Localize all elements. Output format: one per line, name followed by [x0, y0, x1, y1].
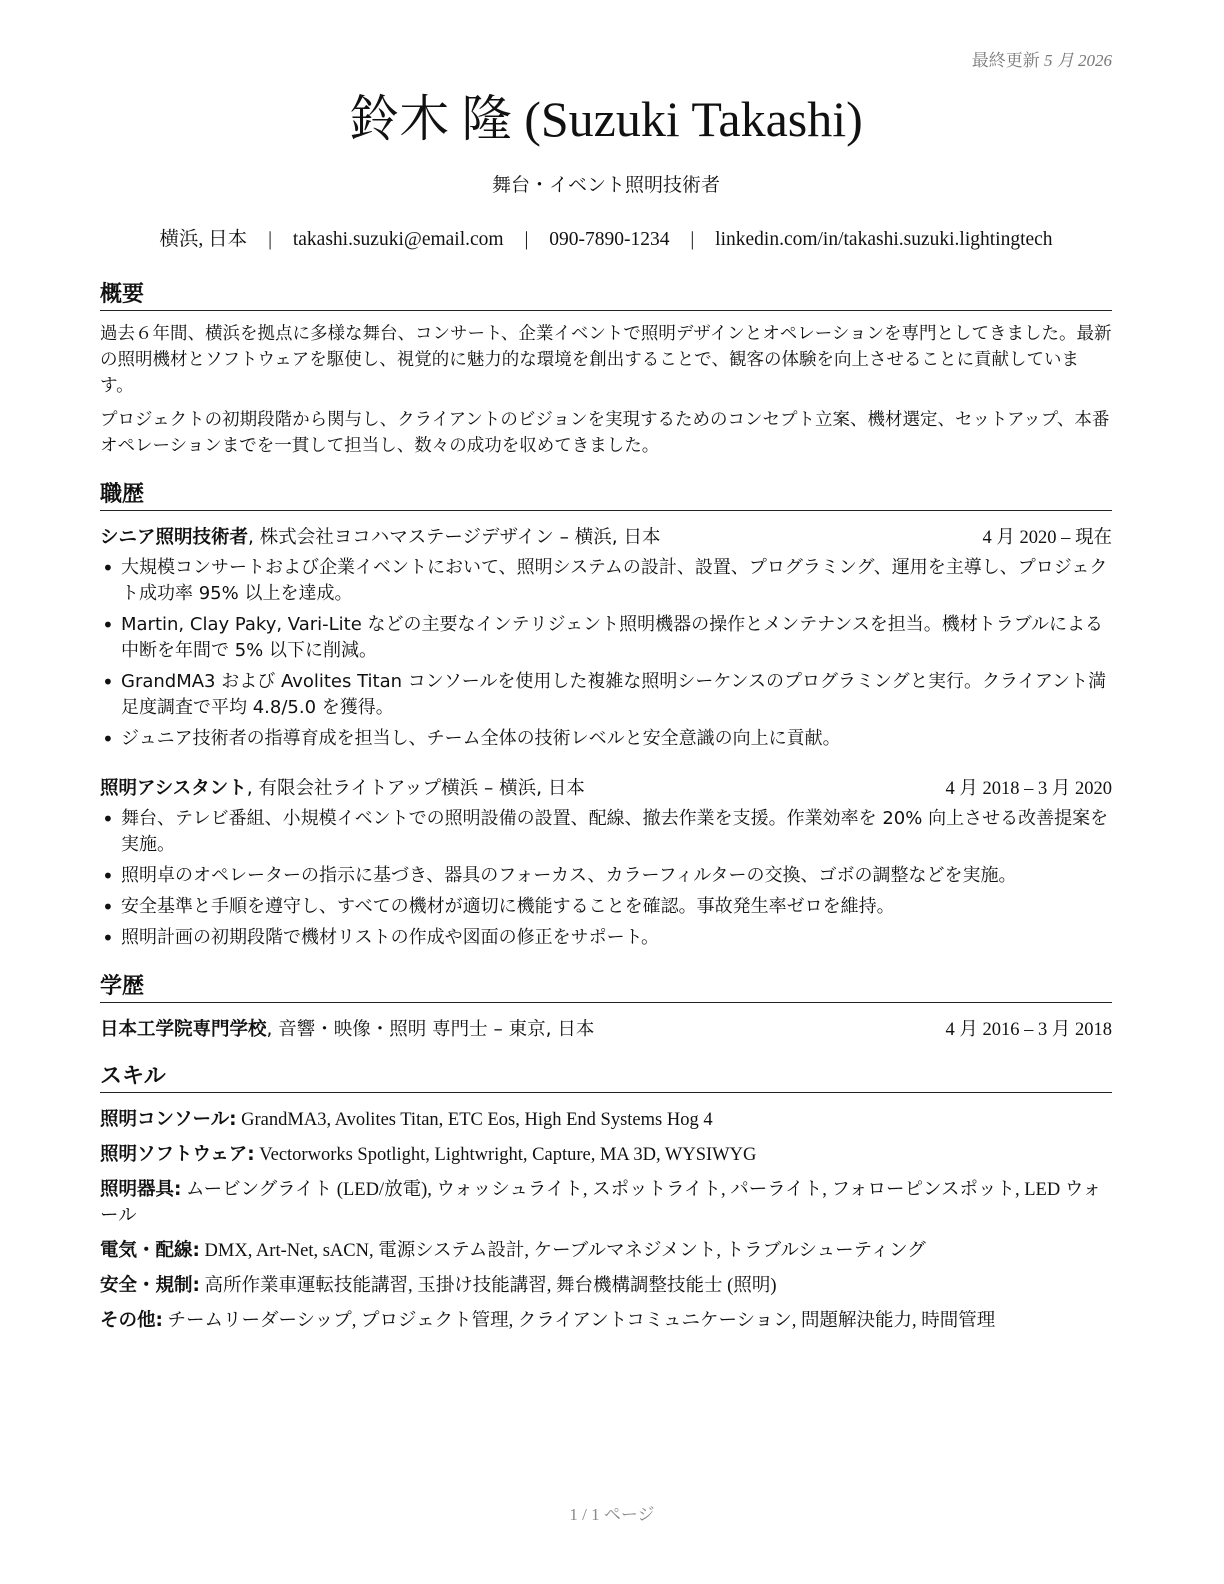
job-header [100, 774, 1112, 800]
education-section [100, 969, 1112, 1041]
skill-label: 電気・配線: [100, 1240, 200, 1261]
experience-section [100, 477, 1112, 951]
contact-separator: | [690, 229, 695, 250]
skill-label: その他: [100, 1310, 163, 1331]
job-bullet: • 照明計画の初期段階で機材リストの作成や図面の修正をサポート。 [100, 925, 1112, 951]
job-bullet: • Martin, Clay Paky, Vari-Lite などの主要なインテリジェント照明機器の操作とメンテナンスを担当。機材トラブルによる中断を年間で 5% 以下に削減。 [100, 612, 1112, 664]
skill-row [100, 1107, 1112, 1133]
job-org: , 株式会社ヨコハマステージデザイン – 横浜, 日本 [248, 527, 661, 548]
job-bullet: • 照明卓のオペレーターの指示に基づき、器具のフォーカス、カラーフィルターの交換、ゴボの調整などを実施。 [100, 863, 1112, 889]
candidate-name: 鈴木 隆 (Suzuki Takashi) [349, 91, 863, 147]
summary-paragraph: プロジェクトの初期段階から関与し、クライアントのビジョンを実現するためのコンセプト立案、機材選定、セットアップ、本番オペレーションまでを一貫して担当し、数々の成功を収めてきました。 [100, 410, 1110, 456]
candidate-title: 舞台・イベント照明技術者 [491, 174, 720, 196]
skill-label: 照明コンソール: [100, 1109, 237, 1130]
contact-email[interactable]: takashi.suzuki@email.com [292, 229, 504, 250]
skill-value: チームリーダーシップ, プロジェクト管理, クライアントコミュニケーション, 問題解決能力, 時間管理 [167, 1311, 996, 1331]
job-org: , 有限会社ライトアップ横浜 – 横浜, 日本 [246, 778, 585, 799]
education-school: 日本工学院専門学校 [100, 1019, 267, 1040]
education-entry [100, 1015, 1112, 1041]
job-bullet: • 大規模コンサートおよび企業イベントにおいて、照明システムの設計、設置、プログラミング、運用を主導し、プロジェクト成功率 95% 以上を達成。 [100, 555, 1112, 607]
job-dates: 4 月 2020 – 現在 [982, 528, 1112, 548]
job-dates: 4 月 2018 – 3 月 2020 [945, 779, 1112, 799]
last-updated-prefix: 最終更新 [971, 51, 1040, 70]
last-updated-date: 5 月 2026 [1044, 51, 1112, 70]
section-heading-summary: 概要 [100, 277, 1112, 311]
skill-value: ムービングライト (LED/放電), ウォッシュライト, スポットライト, パーライト, フォローピンスポット, LED ウォール [100, 1180, 1102, 1226]
job-bullets [100, 555, 1112, 752]
contact-separator: | [268, 229, 272, 250]
contact-separator: | [524, 229, 529, 250]
skill-label: 照明ソフトウェア: [100, 1144, 255, 1165]
job-bullet: • 舞台、テレビ番組、小規模イベントでの照明設備の設置、配線、撤去作業を支援。作業効率を 20% 向上させる改善提案を実施。 [100, 806, 1112, 858]
job-bullets [100, 806, 1112, 951]
page-footer: 1 / 1 ページ [569, 1505, 655, 1524]
contact-linkedin[interactable]: linkedin.com/in/takashi.suzuki.lightingtech [715, 229, 1053, 250]
skill-row [100, 1238, 1112, 1264]
job-entry [100, 774, 1112, 951]
education-detail: , 音響・映像・照明 専門士 – 東京, 日本 [266, 1019, 595, 1040]
skill-label: 安全・規制: [100, 1275, 200, 1296]
job-role: 照明アシスタント [100, 778, 247, 799]
education-dates: 4 月 2016 – 3 月 2018 [945, 1020, 1112, 1040]
summary-paragraph: 過去６年間、横浜を拠点に多様な舞台、コンサート、企業イベントで照明デザインとオペレーションを専門としてきました。最新の照明機材とソフトウェアを駆使し、視覚的に魅力的な環境を創出することで、観客の体験を向上させることに貢献しています。 [100, 324, 1112, 396]
last-updated [972, 46, 1112, 71]
section-heading-education: 学歴 [100, 969, 1112, 1003]
skill-row [100, 1142, 1112, 1168]
skill-value: 高所作業車運転技能講習, 玉掛け技能講習, 舞台機構調整技能士 (照明) [204, 1276, 777, 1296]
skill-value: GrandMA3, Avolites Titan, ETC Eos, High End Systems Hog 4 [241, 1110, 713, 1130]
skill-value: Vectorworks Spotlight, Lightwright, Capture, MA 3D, WYSIWYG [259, 1145, 757, 1165]
section-heading-skills: スキル [100, 1059, 1112, 1093]
skills-section [100, 1059, 1112, 1334]
job-entry [100, 523, 1112, 752]
skill-row [100, 1177, 1112, 1229]
section-heading-experience: 職歴 [100, 477, 1112, 511]
skill-value: DMX, Art-Net, sACN, 電源システム設計, ケーブルマネジメント, トラブルシューティング [204, 1241, 926, 1261]
skill-row [100, 1273, 1112, 1299]
summary-section [100, 277, 1112, 459]
job-bullet: • ジュニア技術者の指導育成を担当し、チーム全体の技術レベルと安全意識の向上に貢献。 [100, 726, 1112, 752]
contact-location: 横浜, 日本 [159, 229, 248, 250]
contact-phone[interactable]: 090-7890-1234 [549, 229, 670, 250]
skill-label: 照明器具: [100, 1179, 182, 1200]
skill-row [100, 1308, 1112, 1334]
job-role: シニア照明技術者 [100, 527, 249, 548]
job-bullet: • 安全基準と手順を遵守し、すべての機材が適切に機能することを確認。事故発生率ゼロを維持。 [100, 894, 1112, 920]
job-bullet: • GrandMA3 および Avolites Titan コンソールを使用した複雑な照明シーケンスのプログラミングと実行。クライアント満足度調査で平均 4.8/5.0 を獲得。 [100, 669, 1112, 721]
contact-line [100, 223, 1112, 251]
job-header [100, 523, 1112, 549]
